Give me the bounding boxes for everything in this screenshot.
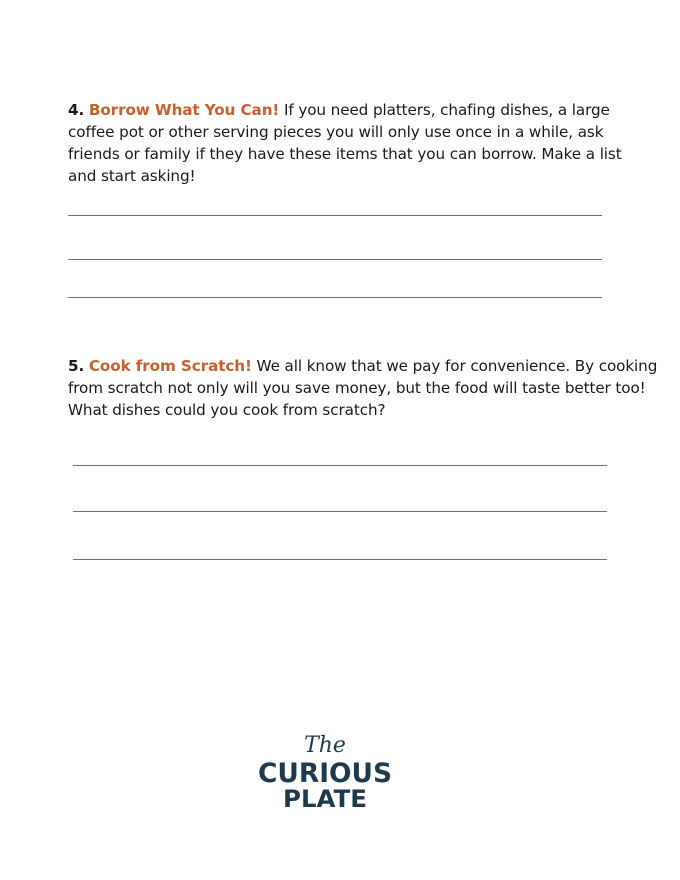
answer-line[interactable] xyxy=(73,511,607,512)
tip-5-paragraph xyxy=(68,355,658,421)
logo-line-the: The xyxy=(304,733,346,758)
tip-5-body: We all know that we pay for convenience. By cooking from scratch not only will you save money, but the food will taste better too! What dishes could you cook from scratch? xyxy=(68,357,658,419)
answer-line[interactable] xyxy=(68,297,602,298)
answer-line[interactable] xyxy=(68,215,602,216)
answer-line[interactable] xyxy=(68,259,602,260)
tip-4-paragraph xyxy=(68,99,648,187)
tip-4-body: If you need platters, chafing dishes, a large coffee pot or other serving pieces you will only use once in a while, ask friends or family if they have these items that you can borrow. Make a list and start asking! xyxy=(68,101,622,185)
logo-line-plate: PLATE xyxy=(283,785,367,812)
tip-4-heading: Borrow What You Can! xyxy=(88,101,280,119)
answer-line[interactable] xyxy=(73,465,607,466)
tip-5-heading: Cook from Scratch! xyxy=(88,357,252,375)
logo-line-curious: CURIOUS xyxy=(258,758,392,789)
tip-4-number: 4. xyxy=(68,101,85,119)
tip-5-number: 5. xyxy=(68,357,85,375)
answer-line[interactable] xyxy=(73,559,607,560)
curious-plate-logo xyxy=(250,728,400,812)
